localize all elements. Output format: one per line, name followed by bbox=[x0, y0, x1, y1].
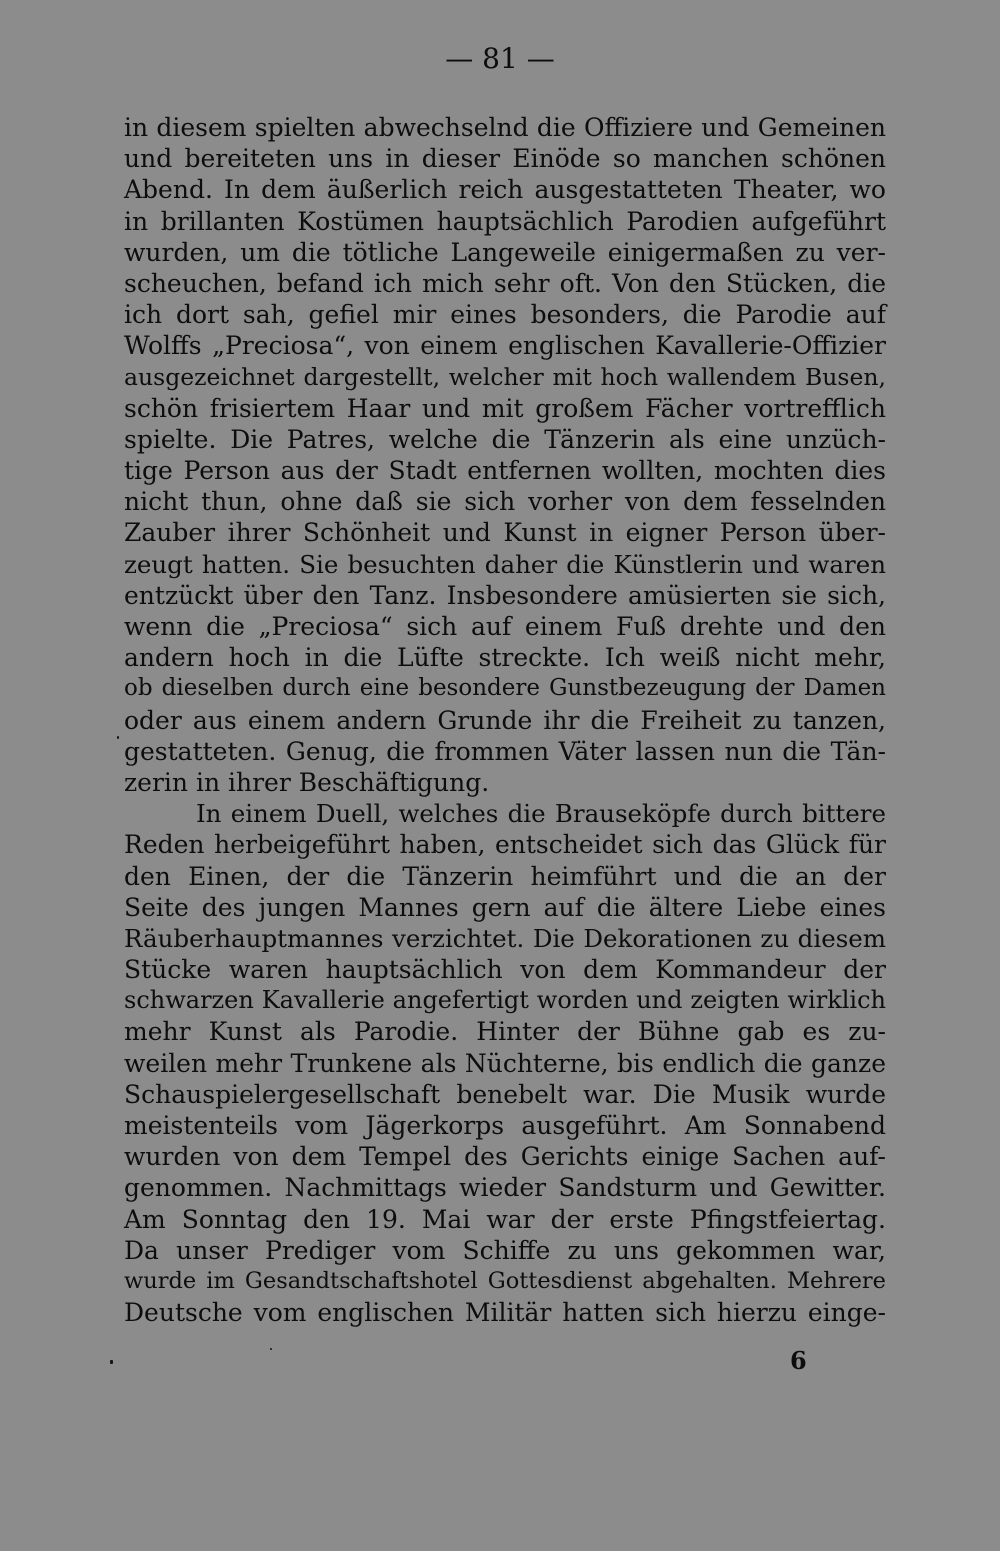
text-line: wenn die „Preciosa“ sich auf einem Fuß drehte und den bbox=[124, 612, 886, 641]
text-line: wurden, um die tötliche Langeweile einigermaßen zu ver- bbox=[124, 237, 886, 267]
text-line: zeugt hatten. Sie besuchten daher die Künstlerin und waren bbox=[124, 549, 886, 579]
text-line: in brillanten Kostümen hauptsächlich Parodien aufgeführt bbox=[124, 206, 886, 236]
text-line: und bereiteten uns in dieser Einöde so manchen schönen bbox=[124, 144, 886, 174]
text-line: In einem Duell, welches die Brauseköpfe durch bittere bbox=[196, 799, 886, 829]
text-line: schwarzen Kavallerie angefertigt worden und zeigten wirklich bbox=[124, 986, 886, 1015]
text-line: nicht thun, ohne daß sie sich vorher von dem fesselnden bbox=[124, 487, 886, 517]
text-line: andern hoch in die Lüfte streckte. Ich weiß nicht mehr, bbox=[124, 643, 886, 673]
text-line: tige Person aus der Stadt entfernen wollten, mochten dies bbox=[124, 456, 886, 486]
text-line: ob dieselben durch eine besondere Gunstbezeugung der Damen bbox=[124, 675, 886, 702]
text-line: wurden von dem Tempel des Gerichts einige Sachen auf- bbox=[124, 1142, 886, 1172]
ink-speck bbox=[117, 736, 119, 739]
text-line: Stücke waren hauptsächlich von dem Kommandeur der bbox=[124, 955, 886, 985]
text-line: oder aus einem andern Grunde ihr die Freiheit zu tanzen, bbox=[124, 705, 886, 735]
text-line: Räuberhauptmannes verzichtet. Die Dekorationen zu diesem bbox=[124, 923, 886, 953]
text-line: in diesem spielten abwechselnd die Offiziere und Gemeinen bbox=[124, 113, 886, 142]
text-line: meistenteils vom Jägerkorps ausgeführt. Am Sonnabend bbox=[124, 1111, 886, 1140]
text-line: entzückt über den Tanz. Insbesondere amüsierten sie sich, bbox=[124, 580, 886, 610]
ink-speck bbox=[110, 1360, 113, 1364]
text-line: zerin in ihrer Beschäftigung. bbox=[124, 767, 490, 797]
ink-speck bbox=[270, 1348, 272, 1350]
text-line: Abend. In dem äußerlich reich ausgestatteten Theater, wo bbox=[124, 175, 886, 205]
text-line: ich dort sah, gefiel mir eines besonders, die Parodie auf bbox=[124, 300, 886, 330]
body-text bbox=[124, 112, 886, 1328]
text-line: spielte. Die Patres, welche die Tänzerin als eine unzüch- bbox=[124, 424, 886, 454]
text-line: mehr Kunst als Parodie. Hinter der Bühne gab es zu- bbox=[124, 1017, 886, 1047]
text-line: Am Sonntag den 19. Mai war der erste Pfingstfeiertag. bbox=[124, 1204, 886, 1234]
text-line: Zauber ihrer Schönheit und Kunst in eigner Person über- bbox=[124, 518, 886, 548]
text-line: schön frisiertem Haar und mit großem Fächer vortrefflich bbox=[124, 393, 886, 423]
text-line: Reden herbeigeführt haben, entscheidet sich das Glück für bbox=[124, 830, 886, 860]
text-line: den Einen, der die Tänzerin heimführt und die an der bbox=[124, 861, 886, 891]
text-line: wurde im Gesandtschaftshotel Gottesdienst abgehalten. Mehrere bbox=[124, 1267, 886, 1294]
text-line: scheuchen, befand ich mich sehr oft. Von den Stücken, die bbox=[124, 268, 886, 298]
text-line: Da unser Prediger vom Schiffe zu uns gekommen war, bbox=[124, 1235, 886, 1265]
text-line: Seite des jungen Mannes gern auf die ältere Liebe eines bbox=[124, 892, 886, 922]
text-line: genommen. Nachmittags wieder Sandsturm und Gewitter. bbox=[124, 1173, 886, 1203]
text-line: Deutsche vom englischen Militär hatten sich hierzu einge- bbox=[124, 1298, 886, 1328]
text-line: Wolffs „Preciosa“, von einem englischen Kavallerie-Offizier bbox=[124, 331, 886, 361]
signature-mark: 6 bbox=[790, 1346, 807, 1375]
page-number-header: — 81 — bbox=[445, 42, 555, 75]
text-line: ausgezeichnet dargestellt, welcher mit hoch wallendem Busen, bbox=[124, 362, 886, 391]
text-line: Schauspielergesellschaft benebelt war. Die Musik wurde bbox=[124, 1079, 886, 1109]
text-line: weilen mehr Trunkene als Nüchterne, bis endlich die ganze bbox=[124, 1048, 886, 1078]
text-line: gestatteten. Genug, die frommen Väter lassen nun die Tän- bbox=[124, 736, 886, 766]
